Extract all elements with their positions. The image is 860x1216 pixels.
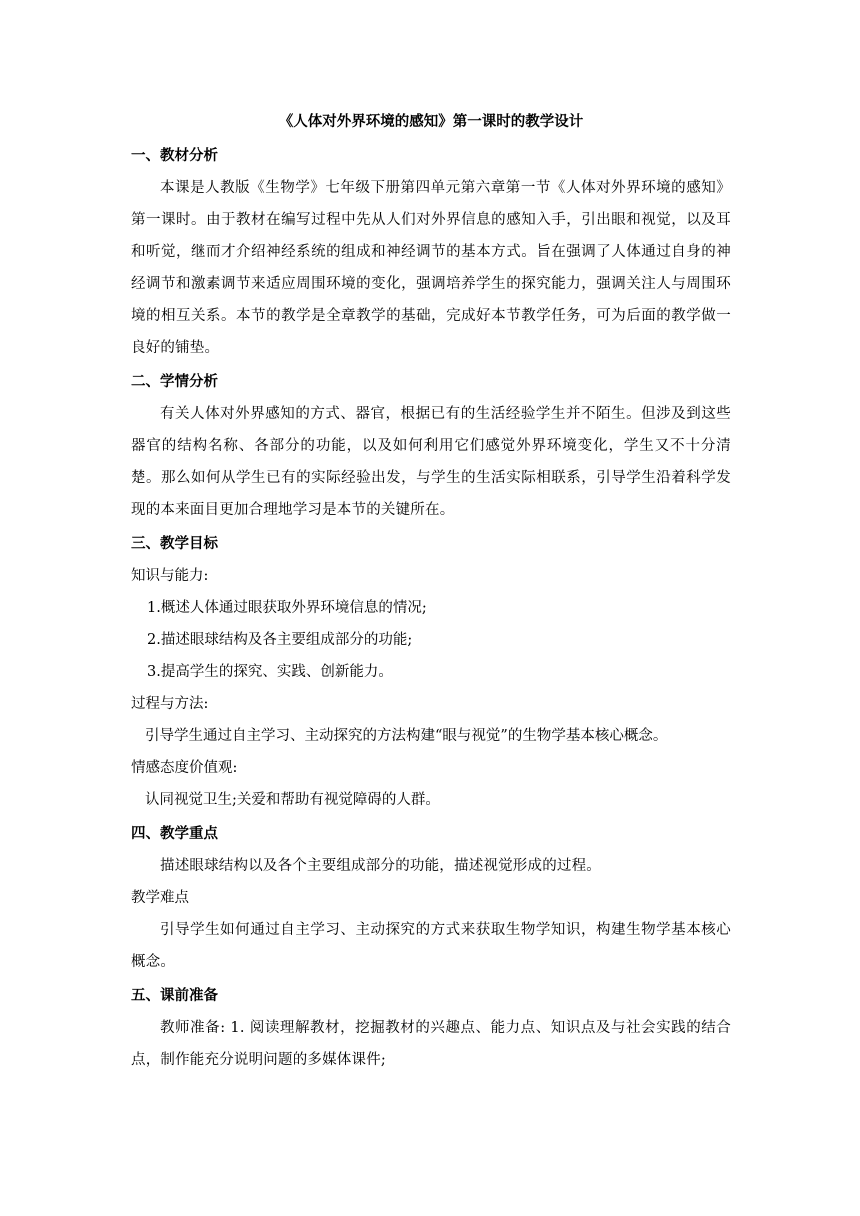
difficulty-label: 教学难点 xyxy=(131,890,189,906)
paragraph-preparation: 教师准备: 1. 阅读理解教材，挖掘教材的兴趣点、能力点、知识点及与社会实践的结合点，制作能充分说明问题的多媒体课件; xyxy=(131,1020,731,1068)
document-title: 《人体对外界环境的感知》第一课时的教学设计 xyxy=(278,114,584,130)
section-heading-student-analysis: 二、学情分析 xyxy=(131,374,218,390)
section-heading-key-points: 四、教学重点 xyxy=(131,826,218,842)
section-heading-preparation: 五、课前准备 xyxy=(131,988,218,1004)
emotion-value-text: 认同视觉卫生;关爱和帮助有视觉障碍的人群。 xyxy=(145,792,440,808)
document-page xyxy=(131,106,731,1076)
section-heading-textbook-analysis: 一、教材分析 xyxy=(131,148,218,164)
section-heading-teaching-objectives: 三、教学目标 xyxy=(131,536,218,552)
emotion-value-label: 情感态度价值观: xyxy=(131,760,238,776)
paragraph-textbook-analysis: 本课是人教版《生物学》七年级下册第四单元第六章第一节《人体对外界环境的感知》第一课时。由于教材在编写过程中先从人们对外界信息的感知入手，引出眼和视觉，以及耳和听觉，继而才介绍神经系统的组成和神经调节的基本方式。旨在强调了人体通过自身的神经调节和激素调节来适应周围环境的变化，强调培养学生的探究能力，强调关注人与周围环境的相互关系。本节的教学是全章教学的基础，完成好本节教学任务，可为后面的教学做一良好的铺垫。 xyxy=(131,180,731,356)
paragraph-key-points: 描述眼球结构以及各个主要组成部分的功能，描述视觉形成的过程。 xyxy=(160,858,601,874)
paragraph-difficulty: 引导学生如何通过自主学习、主动探究的方式来获取生物学知识，构建生物学基本核心概念。 xyxy=(131,922,731,970)
knowledge-ability-label: 知识与能力: xyxy=(131,568,209,584)
objective-item: 3.提高学生的探究、实践、创新能力。 xyxy=(147,664,393,680)
process-method-label: 过程与方法: xyxy=(131,696,209,712)
objective-item: 2.描述眼球结构及各主要组成部分的功能; xyxy=(147,632,413,648)
process-method-text: 引导学生通过自主学习、主动探究的方法构建“眼与视觉”的生物学基本核心概念。 xyxy=(145,728,668,744)
paragraph-student-analysis: 有关人体对外界感知的方式、器官，根据已有的生活经验学生并不陌生。但涉及到这些器官的结构名称、各部分的功能，以及如何利用它们感觉外界环境变化，学生又不十分清楚。那么如何从学生已有的实际经验出发，与学生的生活实际相联系，引导学生沿着科学发现的本来面目更加合理地学习是本节的关键所在。 xyxy=(131,406,731,518)
objective-item: 1.概述人体通过眼获取外界环境信息的情况; xyxy=(147,600,427,616)
